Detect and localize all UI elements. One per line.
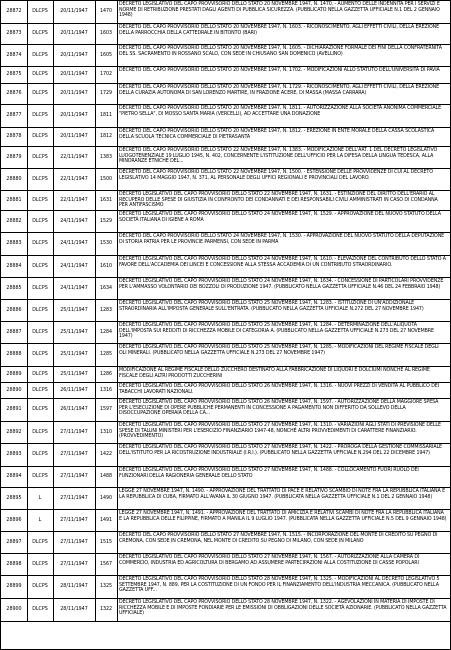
act-date: 27/11/1947 xyxy=(53,532,96,553)
act-code: 1597 xyxy=(95,399,118,421)
act-type: DLCPS xyxy=(27,278,54,299)
table-row xyxy=(1,532,450,554)
act-type: DLCPS xyxy=(27,84,54,104)
act-description: LEGGE 27 NOVEMBRE 1947, N. 1490. - APPROVAZIONE DEL TRATTATO DI PACE E RELATIVO SCAMBIO DI NOTE FRA LA REPUBBLICA ITALIANA E LA REPUBBLICA DI CUBA, FIRMATO ALL'AVANA IL 30 GIUGNO 1947. (PUBBLICATA NELLA GAZZETTA UFFICIALE N.1 DEL 2 GENNAIO 1948) xyxy=(119,488,445,500)
table-row xyxy=(1,554,450,576)
record-number: 28878 xyxy=(1,128,28,146)
act-date: 22/11/1947 xyxy=(53,147,96,168)
act-date: 24/11/1947 xyxy=(53,278,96,299)
table-row xyxy=(1,84,450,105)
act-type: L xyxy=(27,510,54,531)
act-type: DLCPS xyxy=(27,191,54,210)
act-code: 1491 xyxy=(95,510,118,531)
act-type: DLCPS xyxy=(27,344,54,366)
act-description: DECRETO LEGISLATIVO DEL CAPO PROVVISORIO DELLO STATO 27 NOVEMBRE 1947, N. 1567. - AUTORIZZAZIONE ALLA CAMERA DI COMMERCIO, INDUSTRIA ED AGRICOLTURA DI BERGAMO AD ASSUMERE PARTECIPAZIONI ALLA COSTITUZIONE DI CASSE POPOLARI xyxy=(119,554,420,566)
act-type: DLCPS xyxy=(27,399,54,421)
act-type: DLCPS xyxy=(27,367,54,382)
table-row xyxy=(1,169,450,191)
act-date: 25/11/1947 xyxy=(53,322,96,343)
table-row xyxy=(1,383,450,399)
table-row xyxy=(1,105,450,128)
table-row xyxy=(1,278,450,300)
act-description: DECRETO DEL CAPO PROVVISORIO DELLO STATO 22 NOVEMBRE 1947, N. 1383. - MODIFICAZIONE DELL'ART. 1 DEL DECRETO LEGISLATIVO LUOGOTENENZIALE 19 LUGLIO 1945, N. 402, CONCERNENTE L'ISTITUZIONE DELL'UFFICIO PER LA DIFESA DELLA LINGUA TEDESCA, ALLA MINORANZE ETNICHE DEL... xyxy=(119,147,438,165)
record-number: 28873 xyxy=(1,24,28,44)
act-description: LEGGE 27 NOVEMBRE 1947, N. 1491. - APPROVAZIONE DEL TRATTATO DI AMICIZIA E RELATIVI SCAMBI DI NOTE FRA LA REPUBBLICA ITALIANA E LA REPUBBLICA DELLE FILIPPINE, FIRMATO A MANILA IL 9 LUGLIO 1947. (PUBBLICATA NELLA GAZZETTA UFFICIALE N.5 DEL 9 GENNAIO 1948) xyxy=(119,510,447,522)
act-code: 1610 xyxy=(95,256,118,277)
record-number: 28872 xyxy=(1,1,28,23)
act-type: DLCPS xyxy=(27,147,54,168)
table-row xyxy=(1,322,450,344)
act-date: 22/11/1947 xyxy=(53,191,96,210)
act-type: DLCPS xyxy=(27,467,54,487)
record-number: 28890 xyxy=(1,383,28,398)
act-code: 1631 xyxy=(95,191,118,210)
act-date: 27/11/1947 xyxy=(53,422,96,443)
act-code: 1322 xyxy=(95,599,118,621)
act-date: 27/11/1947 xyxy=(53,554,96,575)
record-number: 28894 xyxy=(1,467,28,487)
table-row xyxy=(1,467,450,488)
act-date: 24/11/1947 xyxy=(53,211,96,232)
act-type: DLCPS xyxy=(27,233,54,255)
record-number: 28880 xyxy=(1,169,28,190)
act-type: DLCPS xyxy=(27,444,54,466)
act-description: DECRETO DEL CAPO PROVVISORIO DELLO STATO 20 NOVEMBRE 1947, N. 1603. - RICONOSCIMENTO, AGLI EFFETTI CIVILI, DELLA EREZIONE DELLA PARROCCHIA DELLA CATTEDRALE IN BITONTO (BARI) xyxy=(119,24,440,36)
record-number: 28895 xyxy=(1,488,28,509)
act-date: 20/11/1947 xyxy=(53,128,96,146)
act-date: 24/11/1947 xyxy=(53,256,96,277)
act-date: 27/11/1947 xyxy=(53,444,96,466)
act-description: MODIFICAZIONE AL REGIME FISCALE DELLO ZUCCHERO DESTINATO ALLA FABBRICAZIONE DI LIQUORI E DOLCIUMI NONCHÉ AL REGIME FISCALE DEGLI ALTRI PRODOTTI ZUCCHERINI xyxy=(119,367,430,379)
act-description: DECRETO DEL CAPO PROVVISORIO DELLO STATO 20 NOVEMBRE 1947, N. 1812. - EREZIONE IN ENTE MORALE DELLA CASSA SCOLASTICA DELLA SCUOLA TECNICA COMMERCIALE DI PIETRASANTA xyxy=(119,128,435,140)
table-row xyxy=(1,510,450,532)
act-code: 1603 xyxy=(95,24,118,44)
act-description: DECRETO LEGISLATIVO DEL CAPO PROVVISORIO DELLO STATO 28 NOVEMBRE 1947, N. 1325. - MODIFICAZIONI AL DECRETO LEGISLATIVO 5 SETTEMBRE 1947, N. 889, PER LA COSTITUZIONE DI UN FONDO PER IL FINANZIAMENTO DELL'INDUSTRIA MECCANICA. (PUBBLICATO NELLA GAZZETTA UFF... xyxy=(119,576,440,594)
table-row xyxy=(1,233,450,256)
record-number: 28892 xyxy=(1,422,28,443)
record-number: 28877 xyxy=(1,105,28,127)
act-description: DECRETO LEGISLATIVO DEL CAPO PROVVISORIO DELLO STATO 27 NOVEMBRE 1947, N. 1310. - VARIAZIONI AGLI STATI DI PREVISIONE DELLE SPESE DI TALUNI MINISTERI PER L'ESERCIZIO FINANZIARIO 1947-48, NONCHÉ ALTRI PROVVEDIMENTI DI CARATTERE FINANZIARIO. (PROVVEDIMENTO) xyxy=(119,422,441,440)
act-date: 25/11/1947 xyxy=(53,344,96,366)
act-type: DLCPS xyxy=(27,45,54,66)
act-code: 1316 xyxy=(95,383,118,398)
act-date: 24/11/1947 xyxy=(53,233,96,255)
act-code: 1422 xyxy=(95,444,118,466)
act-date: 27/11/1947 xyxy=(53,510,96,531)
record-number: 28900 xyxy=(1,599,28,621)
act-code: 1283 xyxy=(95,300,118,321)
act-type: DLCPS xyxy=(27,532,54,553)
act-description: DECRETO LEGISLATIVO DEL CAPO PROVVISORIO DELLO STATO 20 NOVEMBRE 1947, N. 1470. - AUMENTO DELLE INDENNITÀ PER I SERVIZI E NORME DI RETRIBUZIONE PRESTATI DAGLI AGENTI DI PUBBLICA SICUREZZA. (PUBBLICATO NELLA GAZZETTA UFFICIALE N.1 DEL 2 GENNAIO 1948) xyxy=(119,1,440,19)
act-code: 1605 xyxy=(95,45,118,66)
record-number: 28879 xyxy=(1,147,28,168)
table-row xyxy=(1,45,450,67)
act-type: L xyxy=(27,488,54,509)
record-number: 28887 xyxy=(1,322,28,343)
act-type: DLCPS xyxy=(27,128,54,146)
act-type: DLCPS xyxy=(27,322,54,343)
record-number: 28888 xyxy=(1,344,28,366)
table-row xyxy=(1,191,450,211)
table-row xyxy=(1,422,450,444)
record-number: 28889 xyxy=(1,367,28,382)
act-type: DLCPS xyxy=(27,169,54,190)
act-description: DECRETO DEL CAPO PROVVISORIO DELLO STATO 22 NOVEMBRE 1947, N. 1500. - ESTENSIONE DELLE PROVVIDENZE DI CUI AL DECRETO LEGISLATIVO 14 MAGGIO 1947, N. 371, AL PERSONALE DEGLI UFFICI REGIONALI E PROVINCIALI DEL LAVORO. xyxy=(119,169,433,181)
act-date: 20/11/1947 xyxy=(53,1,96,23)
act-code: 1310 xyxy=(95,422,118,443)
act-code: 1812 xyxy=(95,128,118,146)
act-description: DECRETO LEGISLATIVO DEL CAPO PROVVISORIO DELLO STATO 24 NOVEMBRE 1947, N. 1529. - APPROVAZIONE DEL NUOVO STATUTO DELLA SOCIETÀ ITALIANA DI IGIENE A ROMA xyxy=(119,211,441,223)
record-number: 28896 xyxy=(1,510,28,531)
record-number: 28893 xyxy=(1,444,28,466)
record-number: 28876 xyxy=(1,84,28,104)
table-row xyxy=(1,67,450,84)
act-description: DECRETO LEGISLATIVO DEL CAPO PROVVISORIO DELLO STATO 24 NOVEMBRE 1947, N. 1610. - ELEVAZIONE DEL CONTRIBUTO DELLO STATO A FAVORE DELL'ACCADEMIA DEI LINCEI E CONCESSIONE ALLA STESSA ACCADEMIA DI UN CONTRIBUTO STRAORDINARIO. xyxy=(119,256,446,268)
act-type: DLCPS xyxy=(27,211,54,232)
act-type: DLCPS xyxy=(27,1,54,23)
act-date: 20/11/1947 xyxy=(53,84,96,104)
act-description: DECRETO LEGISLATIVO DEL CAPO PROVVISORIO DELLO STATO 25 NOVEMBRE 1947, N. 1285. - MODIFICAZIONI DEL REGIME FISCALE DEGLI OLI MINERALI. (PUBBLICATO NELLA GAZZETTA UFFICIALE N.273 DEL 27 NOVEMBRE 1947) xyxy=(119,344,439,356)
act-type: DLCPS xyxy=(27,576,54,598)
table-row xyxy=(1,444,450,467)
act-code: 1470 xyxy=(95,1,118,23)
act-description: DECRETO DEL CAPO PROVVISORIO DELLO STATO 20 NOVEMBRE 1947, N. 1702. - MODIFICAZIONI ALLO STATUTO DELL'UNIVERSITÀ DI PAVIA xyxy=(119,67,440,73)
record-number: 28875 xyxy=(1,67,28,83)
record-number: 28897 xyxy=(1,532,28,553)
act-description: DECRETO LEGISLATIVO DEL CAPO PROVVISORIO DELLO STATO 26 NOVEMBRE 1947, N. 1316. - NUOVI PREZZI DI VENDITA AL PUBBLICO DEI TABACCHI LAVORATI NAZIONALI. xyxy=(119,383,440,395)
table-row xyxy=(1,147,450,169)
act-description: DECRETO LEGISLATIVO DEL CAPO PROVVISORIO DELLO STATO 24 NOVEMBRE 1947, N. 1634. - CONCESSIONE DI PARTICOLARI PROVVIDENZE PER L'AMMASSO VOLONTARIO DEI BOZZOLI DI PRODUZIONE 1947. (PUBBLICATO NELLA GAZZETTA UFFICIALE N.46 DEL 24 FEBBRAIO 1948) xyxy=(119,278,444,290)
act-date: 25/11/1947 xyxy=(53,300,96,321)
act-code: 1285 xyxy=(95,344,118,366)
act-description: DECRETO LEGISLATIVO DEL CAPO PROVVISORIO DELLO STATO 27 NOVEMBRE 1947, N. 1488. - COLLOCAMENTO FUORI RUOLO DEI FUNZIONARI DELLA RAGIONERIA GENERALE DELLO STATO xyxy=(119,467,419,479)
table-row xyxy=(1,344,450,367)
table-row xyxy=(1,128,450,147)
act-type: DLCPS xyxy=(27,554,54,575)
act-date: 26/11/1947 xyxy=(53,399,96,421)
record-number: 28874 xyxy=(1,45,28,66)
act-description: DECRETO LEGISLATIVO DEL CAPO PROVVISORIO DELLO STATO 22 NOVEMBRE 1947, N. 1631. - ESTINZIONE DEL DIRITTO DELL'ERARIO AL RECUPERO DELLE SPESE DI GIUSTIZIA IN CONFRONTO DEI CONDANNATI E DEI RESPONSABILI CIVILI AMMINISTRATI IN CASO DI CONDANNA PER ANTIFASCISMO xyxy=(119,191,438,209)
act-code: 1530 xyxy=(95,233,118,255)
act-type: DLCPS xyxy=(27,24,54,44)
act-type: DLCPS xyxy=(27,256,54,277)
table-row xyxy=(1,399,450,422)
act-code: 1529 xyxy=(95,211,118,232)
act-date: 20/11/1947 xyxy=(53,67,96,83)
table-row xyxy=(1,24,450,45)
act-type: DLCPS xyxy=(27,599,54,621)
act-code: 1490 xyxy=(95,488,118,509)
record-number: 28898 xyxy=(1,554,28,575)
act-date: 20/11/1947 xyxy=(53,45,96,66)
act-date: 20/11/1947 xyxy=(53,24,96,44)
act-date: 22/11/1947 xyxy=(53,169,96,190)
act-description: DECRETO DEL CAPO PROVVISORIO DELLO STATO 20 NOVEMBRE 1947, N. 1605. - DICHIARAZIONE FORMALE DEI FINI DELLA CONFRATERNITA DEL SS. SACRAMENTO IN ROSSANO SCALO, CON SEDE IN CHIUSANO SAN DOMENICO (AVELLINO) xyxy=(119,45,442,57)
record-number: 28899 xyxy=(1,576,28,598)
act-date: 27/11/1947 xyxy=(53,467,96,487)
act-code: 1488 xyxy=(95,467,118,487)
act-description: DECRETO LEGISLATIVO DEL CAPO PROVVISORIO DELLO STATO 28 NOVEMBRE 1947, N. 1322. - AGEVOLAZIONI IN MATERIA DI IMPOSTE DI RICCHEZZA MOBILE E DI IMPOSTE FONDIARIE PER LE EMISSIONI DI OBBLIGAZIONI DELLE SOCIETÀ AZIONARIE. (PUBBLICATO NELLA GAZZETTA UFFICIALE) xyxy=(119,599,447,617)
act-date: 25/11/1947 xyxy=(53,367,96,382)
act-type: DLCPS xyxy=(27,383,54,398)
act-description: DECRETO DEL CAPO PROVVISORIO DELLO STATO 27 NOVEMBRE 1947, N. 1515. - INCORPORAZIONE DEL MONTE DI CREDITO SU PEGNO DI CREMONA, CON SEDE IN CREMONA, NEL MONTE DI CREDITO SU PEGNO DI MILANO, CON SEDE IN MILANO xyxy=(119,532,438,544)
act-description: DECRETO DEL CAPO PROVVISORIO DELLO STATO 20 NOVEMBRE 1947, N. 1729. - RICONOSCIMENTO, AGLI EFFETTI CIVILI, DELLA EREZIONE DELLA CURAZIA AUTONOMA DI SAN LORENZO MARTIRE, IN FRAZIONE ACERE, DI MASSA (MASSA CARRARA) xyxy=(119,84,440,96)
act-code: 1286 xyxy=(95,367,118,382)
act-description: DECRETO LEGISLATIVO DEL CAPO PROVVISORIO DELLO STATO 26 NOVEMBRE 1947, N. 1597. - AUTORIZZAZIONE DELLA MAGGIORE SPESA PER L'ESECUZIONE DI OPERE PUBBLICHE PERMANENTI IN CONCESSIONE A PAGAMENTO NON DIFFERITO DA SOLLEVO DELLA DISOCCUPAZIONE OPERAIA DELLA CA... xyxy=(119,399,439,417)
act-type: DLCPS xyxy=(27,422,54,443)
act-code: 1500 xyxy=(95,169,118,190)
act-type: DLCPS xyxy=(27,300,54,321)
table-row xyxy=(1,576,450,599)
act-description: DECRETO LEGISLATIVO DEL CAPO PROVVISORIO DELLO STATO 25 NOVEMBRE 1947, N. 1283. - ISTITUZIONE DI UN'ADDIZIONALE STRAORDINARIA ALL'IMPOSTA GENERALE SULL'ENTRATA. (PUBBLICATO NELLA GAZZETTA UFFICIALE N.272 DEL 27 NOVEMBRE 1947) xyxy=(119,300,424,312)
record-number: 28891 xyxy=(1,399,28,421)
record-number: 28881 xyxy=(1,191,28,210)
table-row xyxy=(1,367,450,383)
act-code: 1515 xyxy=(95,532,118,553)
record-number: 28884 xyxy=(1,256,28,277)
act-date: 20/11/1947 xyxy=(53,105,96,127)
record-number: 28882 xyxy=(1,211,28,232)
act-description: DECRETO DEL CAPO PROVVISORIO DELLO STATO 20 NOVEMBRE 1947, N. 1811. - AUTORIZZAZIONE ALLA SOCIETÀ ANONIMA COMMERCIALE "PIETRO SELLA", DI MOSSO SANTA MARIA (VERCELLI), AD ACCETTARE UNA DONAZIONE xyxy=(119,105,442,117)
act-date: 28/11/1947 xyxy=(53,599,96,621)
act-code: 1729 xyxy=(95,84,118,104)
table-row xyxy=(1,211,450,233)
act-date: 26/11/1947 xyxy=(53,383,96,398)
act-description: DECRETO LEGISLATIVO DEL CAPO PROVVISORIO DELLO STATO 25 NOVEMBRE 1947, N. 1284. - DETERMINAZIONE DELL'ALIQUOTA DELL'IMPOSTA SUI REDDITI DI RICCHEZZA MOBILE DI CATEGORIA A. (PUBBLICATO NELLA GAZZETTA UFFICIALE N.273 DEL 27 NOVEMBRE 1947) xyxy=(119,322,434,340)
act-code: 1702 xyxy=(95,67,118,83)
act-code: 1325 xyxy=(95,576,118,598)
act-code: 1567 xyxy=(95,554,118,575)
act-code: 1634 xyxy=(95,278,118,299)
act-date: 27/11/1947 xyxy=(53,488,96,509)
table-row xyxy=(1,488,450,510)
act-code: 1284 xyxy=(95,322,118,343)
table-row xyxy=(1,300,450,322)
act-code: 1383 xyxy=(95,147,118,168)
record-number: 28885 xyxy=(1,278,28,299)
record-number: 28886 xyxy=(1,300,28,321)
act-description: DECRETO LEGISLATIVO DEL CAPO PROVVISORIO DELLO STATO 27 NOVEMBRE 1947, N. 1422. - PROROGA DELLA GESTIONE COMMISSARIALE DELL'ISTITUTO PER LA RICOSTRUZIONE INDUSTRIALE (I.R.I.). (PUBBLICATO NELLA GAZZETTA UFFICIALE N.294 DEL 22 DICEMBRE 1947) xyxy=(119,444,442,456)
act-code: 1811 xyxy=(95,105,118,127)
act-date: 28/11/1947 xyxy=(53,576,96,598)
table-row xyxy=(1,256,450,278)
act-description: DECRETO DEL CAPO PROVVISORIO DELLO STATO 24 NOVEMBRE 1947, N. 1530. - APPROVAZIONE DEL NUOVO STATUTO DELLA DEPUTAZIONE DI STORIA PATRIA PER LE PROVINCIE PARMENSI, CON SEDE IN PARMA xyxy=(119,233,445,245)
act-type: DLCPS xyxy=(27,105,54,127)
record-number: 28883 xyxy=(1,233,28,255)
table-row xyxy=(1,1,450,24)
table-row xyxy=(1,599,450,622)
act-type: DLCPS xyxy=(27,67,54,83)
